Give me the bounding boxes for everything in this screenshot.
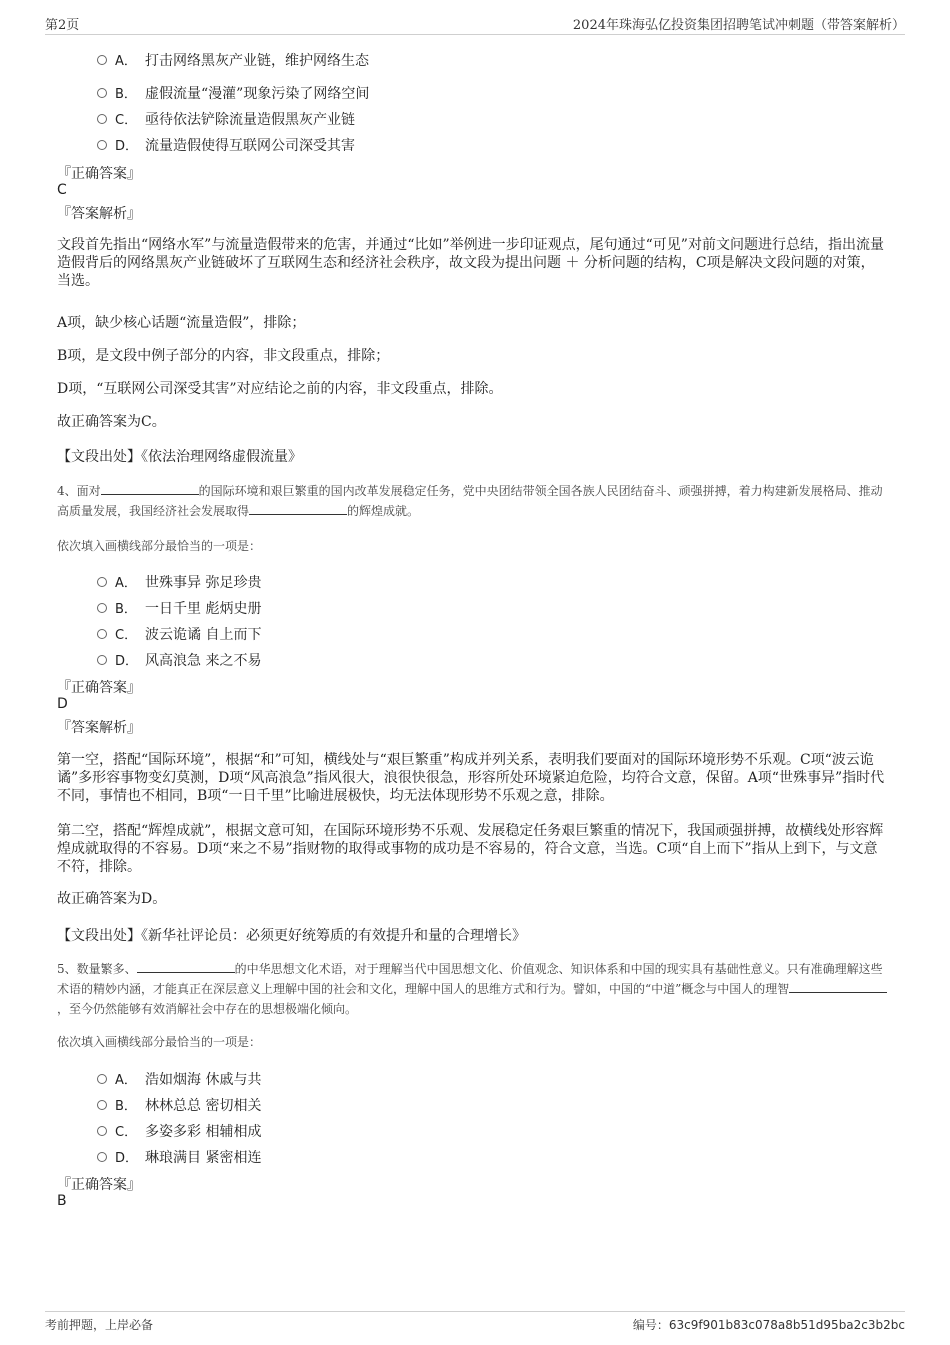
- radio-icon[interactable]: [97, 1074, 107, 1084]
- radio-icon[interactable]: [97, 1152, 107, 1162]
- radio-icon[interactable]: [97, 577, 107, 587]
- q5-instruction: 依次填入画横线部分最恰当的一项是：: [57, 1035, 262, 1049]
- q5-option-c[interactable]: C． 多姿多彩 相辅相成: [97, 1121, 261, 1141]
- q3-answer-label: 『正确答案』: [57, 166, 141, 182]
- q3-option-a[interactable]: A． 打击网络黑灰产业链，维护网络生态: [97, 50, 369, 70]
- answer-blank: [101, 482, 199, 495]
- radio-icon[interactable]: [97, 629, 107, 639]
- footer-slogan: 考前押题，上岸必备: [45, 1318, 154, 1332]
- q5-option-a[interactable]: A． 浩如烟海 休戚与共: [97, 1069, 261, 1089]
- radio-icon[interactable]: [97, 603, 107, 613]
- answer-blank: [249, 502, 347, 515]
- q3-option-b[interactable]: B． 虚假流量“漫灌”现象污染了网络空间: [97, 83, 369, 103]
- page-header: [45, 14, 905, 35]
- q4-answer-label: 『正确答案』: [57, 680, 141, 696]
- radio-icon[interactable]: [97, 655, 107, 665]
- q4-option-a[interactable]: A． 世殊事异 弥足珍贵: [97, 572, 261, 592]
- q4-analysis-para: 第一空，搭配“国际环境”，根据“和”可知，横线处与“艰巨繁重”构成并列关系，表明我们要面对的国际环境形势不乐观。C项“波云诡谲”多形容事物变幻莫测，D项“风高浪急”指风很大，浪很快很急，形容所处环境紧迫危险，均符合文意，保留。A项“世殊事异”指时代不同，事情也不相同，B项“一日千里”比喻进展极快，均无法体现形势不乐观之意，排除。: [57, 752, 885, 804]
- q4-analysis-label: 『答案解析』: [57, 720, 141, 736]
- document-title: 2024年珠海弘亿投资集团招聘笔试冲刺题（带答案解析）: [572, 18, 905, 33]
- page-footer: [45, 1311, 905, 1333]
- radio-icon[interactable]: [97, 1100, 107, 1110]
- q3-source: 【文段出处】《依法治理网络虚假流量》: [57, 449, 302, 465]
- answer-blank: [789, 980, 887, 993]
- q3-analysis-label: 『答案解析』: [57, 206, 141, 222]
- answer-blank: [137, 960, 235, 973]
- q4-analysis-para: 故正确答案为D。: [57, 891, 167, 907]
- document-code: 编号：63c9f901b83c078a8b51d95ba2c3b2bc: [632, 1318, 905, 1332]
- q3-analysis-para: 故正确答案为C。: [57, 414, 166, 430]
- q3-answer: C: [57, 182, 67, 198]
- q5-stem: 5、数量繁多、 的中华思想文化术语，对于理解当代中国思想文化、价值观念、知识体系和中国的现实具有基础性意义。只有准确理解这些术语的精妙内涵，才能真正在深层意义上理解中国的社会和文化，理解中国人的思维方式和行为。譬如，中国的“中道”概念与中国人的理智，至今仍然能够有效消解社会中存在的思想极端化倾向。: [57, 959, 892, 1019]
- q4-option-b[interactable]: B． 一日千里 彪炳史册: [97, 598, 261, 618]
- q4-option-c[interactable]: C． 波云诡谲 自上而下: [97, 624, 261, 644]
- q5-option-b[interactable]: B． 林林总总 密切相关: [97, 1095, 261, 1115]
- q5-option-d[interactable]: D． 琳琅满目 紧密相连: [97, 1147, 261, 1167]
- q3-analysis-para: 文段首先指出“网络水军”与流量造假带来的危害，并通过“比如”举例进一步印证观点，尾句通过“可见”对前文问题进行总结，指出流量造假背后的网络黑灰产业链破坏了互联网生态和经济社会秩序，故文段为提出问题 ＋ 分析问题的结构，C项是解决文段问题的对策，当选。: [57, 237, 884, 289]
- q3-analysis-para: A项，缺少核心话题“流量造假”，排除；: [57, 315, 306, 331]
- radio-icon[interactable]: [97, 114, 107, 124]
- radio-icon[interactable]: [97, 88, 107, 98]
- q4-answer: D: [57, 696, 68, 712]
- q5-answer: B: [57, 1193, 67, 1209]
- q3-analysis-para: B项，是文段中例子部分的内容，非文段重点，排除；: [57, 348, 390, 364]
- q3-option-c[interactable]: C． 亟待依法铲除流量造假黑灰产业链: [97, 109, 355, 129]
- radio-icon[interactable]: [97, 55, 107, 65]
- q4-option-d[interactable]: D． 风高浪急 来之不易: [97, 650, 261, 670]
- q4-stem: 4、面对 的国际环境和艰巨繁重的国内改革发展稳定任务，党中央团结带领全国各族人民团结奋斗、顽强拼搏，着力构建新发展格局、推动高质量发展，我国经济社会发展取得 的辉煌成就。: [57, 484, 883, 518]
- q3-analysis-para: D项，“互联网公司深受其害”对应结论之前的内容，非文段重点，排除。: [57, 381, 503, 397]
- q4-instruction: 依次填入画横线部分最恰当的一项是：: [57, 539, 262, 553]
- q4-source: 【文段出处】《新华社评论员：必须更好统筹质的有效提升和量的合理增长》: [57, 928, 526, 944]
- radio-icon[interactable]: [97, 1126, 107, 1136]
- q5-answer-label: 『正确答案』: [57, 1177, 141, 1193]
- q4-analysis-para: 第二空，搭配“辉煌成就”，根据文意可知，在国际环境形势不乐观、发展稳定任务艰巨繁重的情况下，我国顽强拼搏，故横线处形容辉煌成就取得的不容易。D项“来之不易”指财物的取得或事物的成功是不容易的，符合文意，当选。C项“自上而下”指从上到下，与文意不符，排除。: [57, 823, 884, 875]
- q3-option-d[interactable]: D． 流量造假使得互联网公司深受其害: [97, 135, 355, 155]
- page-number: 第2页: [45, 18, 80, 33]
- radio-icon[interactable]: [97, 140, 107, 150]
